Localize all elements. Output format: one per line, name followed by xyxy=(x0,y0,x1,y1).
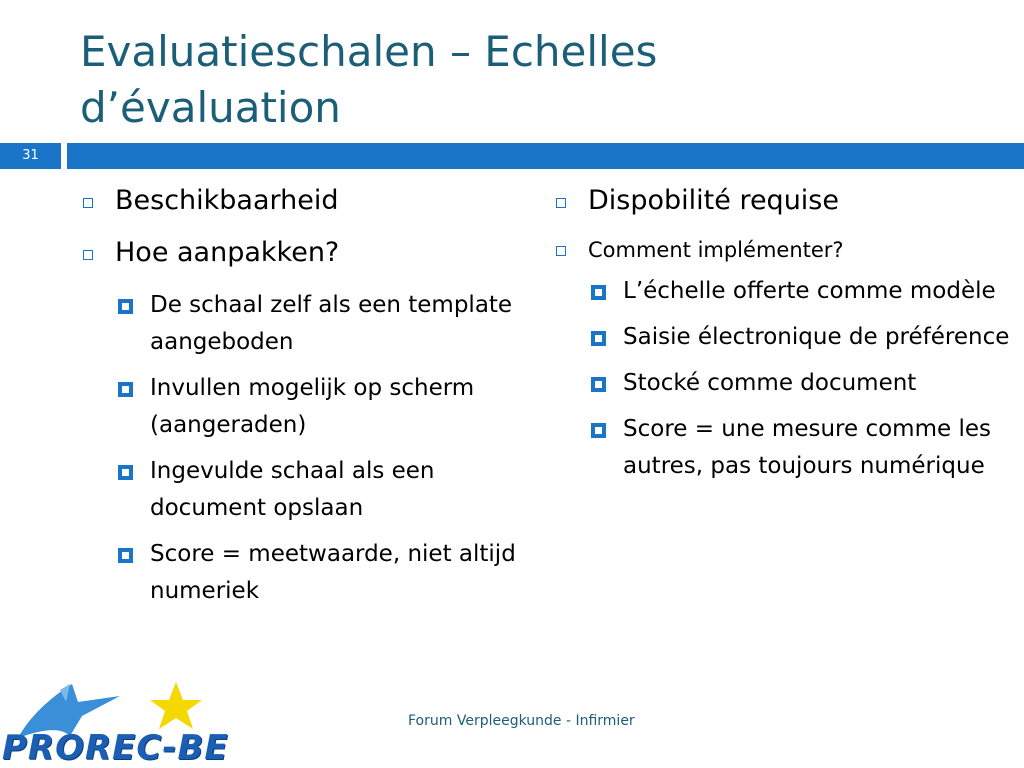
prorec-logo xyxy=(0,676,240,768)
list-item-text: Beschikbaarheid xyxy=(115,185,339,216)
list-item xyxy=(553,235,1013,265)
sub-list-item xyxy=(80,287,520,361)
filled-square-bullet-icon xyxy=(591,331,606,346)
sub-list-item xyxy=(553,365,1013,402)
sub-list xyxy=(553,273,1013,485)
hollow-square-bullet-icon xyxy=(83,250,93,260)
hollow-square-bullet-icon xyxy=(83,198,93,208)
filled-square-bullet-icon xyxy=(591,423,606,438)
sub-list xyxy=(80,287,520,610)
sub-list-item xyxy=(553,411,1013,485)
filled-square-bullet-icon xyxy=(591,285,606,300)
list-item-text: Comment implémenter? xyxy=(588,238,844,262)
sub-list-item-text: L’échelle offerte comme modèle xyxy=(623,278,996,304)
slide-number: 31 xyxy=(0,143,61,169)
sub-list-item-text: Ingevulde schaal als een document opslaan xyxy=(150,458,435,521)
right-column xyxy=(553,183,1013,494)
hollow-square-bullet-icon xyxy=(556,246,566,256)
filled-square-bullet-icon xyxy=(118,465,133,480)
list-item-text: Dispobilité requise xyxy=(588,185,839,216)
list-item xyxy=(553,183,1013,219)
sub-list-item-text: Score = meetwaarde, niet altijd numeriek xyxy=(150,541,516,604)
sub-list-item xyxy=(80,453,520,527)
sub-list-item-text: Stocké comme document xyxy=(623,370,917,396)
filled-square-bullet-icon xyxy=(118,548,133,563)
logo-text: PROREC-BE xyxy=(2,728,229,768)
title-line-1: Evaluatieschalen – Echelles xyxy=(80,27,658,76)
slide-title xyxy=(80,24,980,136)
sub-list-item xyxy=(80,370,520,444)
sub-list-item-text: De schaal zelf als een template aangeboden xyxy=(150,292,513,355)
sub-list-item-text: Score = une mesure comme les autres, pas toujours numérique xyxy=(623,416,991,479)
list-item xyxy=(80,235,520,271)
left-column xyxy=(80,183,520,619)
sub-list-item xyxy=(80,536,520,610)
filled-square-bullet-icon xyxy=(118,382,133,397)
filled-square-bullet-icon xyxy=(118,299,133,314)
footer-text: Forum Verpleegkunde - Infirmier xyxy=(408,713,635,729)
sub-list-item-text: Saisie électronique de préférence xyxy=(623,324,1010,350)
hollow-square-bullet-icon xyxy=(556,198,566,208)
sub-list-item-text: Invullen mogelijk op scherm (aangeraden) xyxy=(150,375,475,438)
title-line-2: d’évaluation xyxy=(80,83,341,132)
sub-list-item xyxy=(553,273,1013,310)
title-rule xyxy=(67,143,1024,169)
sub-list-item xyxy=(553,319,1013,356)
list-item-text: Hoe aanpakken? xyxy=(115,237,340,268)
list-item xyxy=(80,183,520,219)
filled-square-bullet-icon xyxy=(591,377,606,392)
